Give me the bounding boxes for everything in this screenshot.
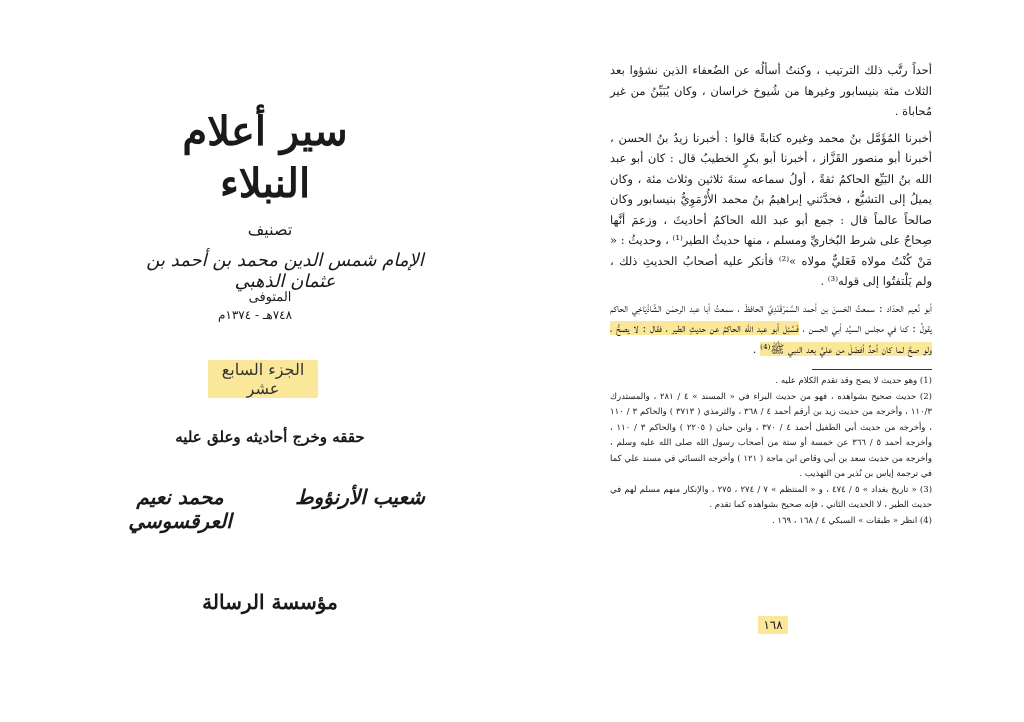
- page-number: ١٦٨: [758, 616, 788, 634]
- footnote-2: (2) حديث صحيح بشواهده ، فهو من حديث البراء في « المسند » ٤ / ٢٨١ ، والمستدرك ١١٠/٣ ، وأخرجه من حديث زيد بن أرقم أحمد ٤ / ٣٦٨ ، والترمذي ( ٣٧١٣ ) والحاكم ٣ / ١١٠ ، وأخرجه من حديث أبي الطفيل أحمد ٤ / ٣٧٠ ، وابن حبان ( ٢٢٠٥ ) والحاكم ٣ / ١١٠ ، وأخرجه أحمد ٥ / ٣٦٦ عن خمسة أو ستة من أصحاب رسول الله صلى الله عليه وسلم ، وأخرجه من حديث سعد بن أبي وقاص ابن ماجة ( ١٢١ ) وأخرجه النسائي في مسند علي كما في ترجمة إياس بن نُذير من التهذيب .: [610, 391, 932, 479]
- verified-by-label: حققه وخرج أحاديثه وعلق عليه: [175, 428, 365, 446]
- paragraph-3: [610, 298, 932, 360]
- footnote-1: (1) وهو حديث لا يصح وقد تقدم الكلام عليه .: [775, 376, 932, 386]
- compiled-by-label: تصنيف: [247, 220, 293, 239]
- highlighted-passage: فَسُئِل أبو عبد الله الحاكمُ عن حديثِ الطير ، فقال : لا يصحُّ ، ولو صحَّ لما كان أحدٌ أفضَلَ من عليٍّ بعد النبي ﷺ⁽⁴⁾: [610, 321, 932, 356]
- died-label: المتوفى: [248, 290, 292, 305]
- volume-label: الجزء السابع عشر: [208, 360, 318, 398]
- author-name: الإمام شمس الدين محمد بن أحمد بن عثمان الذهبي: [146, 250, 424, 292]
- editor-name-1: شعيب الأرنؤوط: [295, 485, 425, 509]
- paragraph-1: أحداً رتَّب ذلك الترتيب ، وكنتُ أسألُه عن الضُعفاء الذين نشؤوا بعد الثلاث مئة بنيسابور وغيرها من شُيوخ خراسان ، وكان يُبَيِّنُ من غير مُحاباة .: [610, 63, 932, 118]
- editor-name-2: محمد نعيم العرقسوسي: [128, 485, 232, 533]
- paragraph-3-start: أبو نُعيم الحدّاد : سمعتُ الحَسنَ بن أحمد السَّمَرْقَنْدِيَّ الحافظَ ، سمعتُ أبا عبد الرحمٰن الشَّاذْيَاخِي الحاكم يقولُ : كنا في مجلس السيِّد أبي الحسن ،: [610, 300, 933, 335]
- died-dates: ٧٤٨هـ - ١٣٧٤م: [217, 308, 293, 322]
- title-page: [60, 90, 460, 650]
- publisher-name: مؤسسة الرسالة: [202, 590, 338, 614]
- footnote-4: (4) انظر « طبقات » السبكي ٤ / ١٦٨ ، ١٦٩ .: [772, 515, 932, 526]
- paragraph-2: أخبرنا المُؤَمَّل بنُ محمد وغيره كتابةً قالوا : أخبرنا زيدُ بنُ الحسن ، أخبرنا أبو منصور القَزَّاز ، أخبرنا أبو بكرٍ الخطيبُ قال : كان أبو عبد الله بنُ البَيِّع الحاكمُ ثقةً ، أولُ سماعه سنةَ ثلاثين وثلاث مئة ، وكان يميلُ إلى التشيُّع ، فحدَّثني إبراهيمُ بنُ محمد الأُرْمَوِيُّ بنيسابور وكان صالحاً عالماً قال : جمع أبو عبد الله الحاكمُ أحاديثَ ، وزعمَ أنَّها صِحاحٌ على شرط البُخاريِّ ومسلم ، منها حديثُ الطير⁽¹⁾ ، وحديثُ : « مَنْ كُنْتُ مولاه فَعَليٌّ مولاه »⁽²⁾ فأنكر عليه أصحابُ الحديثِ ذلك ، ولم يَلْتفتُوا إلى قوله⁽³⁾ .: [610, 130, 932, 288]
- footnote-divider: [812, 369, 932, 370]
- footnote-3: (3) « تاريخ بغداد » ٥ / ٤٧٤ ، و « المنتظم » ٧ / ٢٧٤ ، ٢٧٥ ، والإنكار منهم مسلم لهم في حديث الطير ، لا الحديث الثاني ، فإنه صحيح بشواهده كما تقدم .: [610, 484, 933, 510]
- paragraph-3-end: .: [752, 341, 761, 356]
- book-title: سير أعلام النبلاء: [182, 108, 348, 207]
- footnotes: [610, 374, 932, 529]
- text-page: [610, 60, 932, 640]
